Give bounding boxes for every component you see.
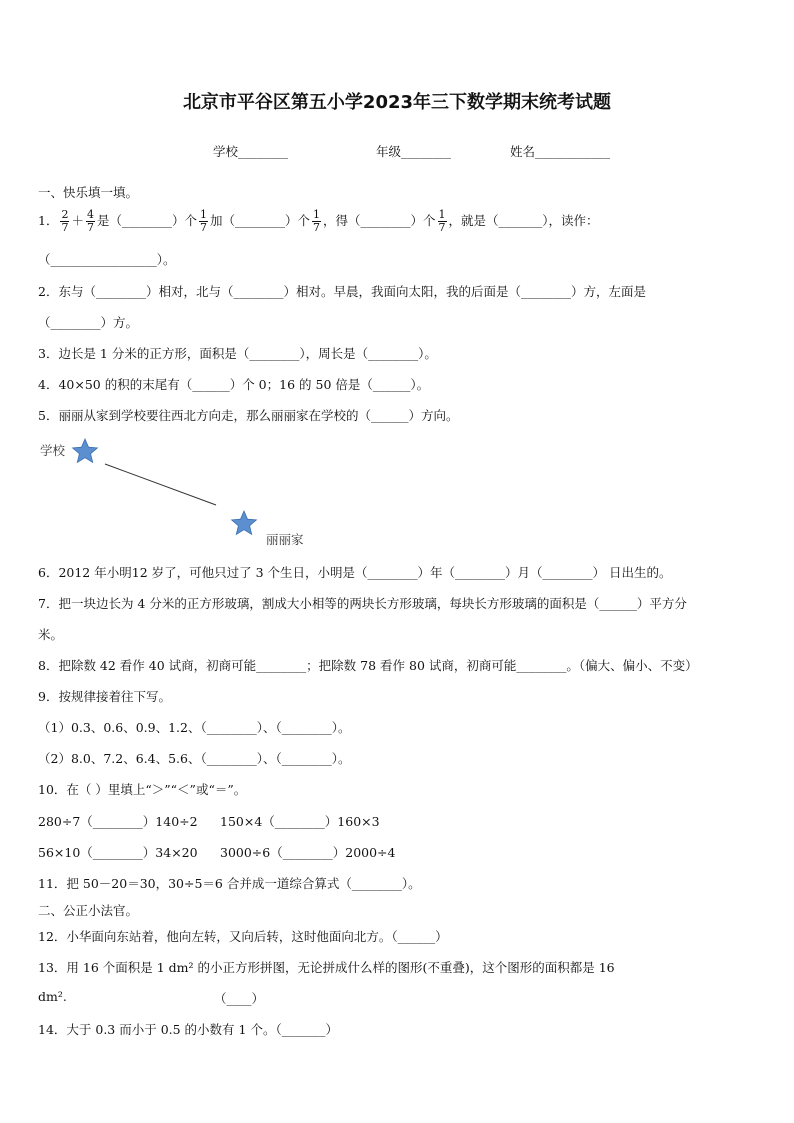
question-14: 14．大于 0.3 而小于 0.5 的小数有 1 个。（_______） xyxy=(38,1022,338,1037)
fraction: $\frac{4}{7}$ xyxy=(86,208,94,234)
q2-line2: （________）方。 xyxy=(38,315,139,330)
section-heading-1: 一、快乐填一填。 xyxy=(38,185,139,200)
fraction: $\frac{1}{7}$ xyxy=(438,208,446,234)
q10-r1a: 280÷7（________）140÷2 xyxy=(38,814,198,829)
home-label: 丽丽家 xyxy=(266,532,304,547)
school-star-icon xyxy=(73,439,98,462)
direction-diagram xyxy=(38,432,338,552)
path-line xyxy=(105,464,216,505)
question-6: 6．2012 年小明12 岁了，可他只过了 3 个生日，小明是（________）年（________）月（________） 日出生的。 xyxy=(38,565,672,580)
q10-r2b: 3000÷6（________）2000÷4 xyxy=(220,845,396,860)
question-3: 3．边长是 1 分米的正方形，面积是（________），周长是（________）。 xyxy=(38,346,437,361)
q1-number: 1． xyxy=(38,213,59,228)
section-heading-2: 二、公正小法官。 xyxy=(38,903,139,918)
q13-line1: 13．用 16 个面积是 1 dm² 的小正方形拼图，无论拼成什么样的图形(不重叠)，这个图形的面积都是 16 xyxy=(38,960,615,975)
q10-r2a: 56×10（________）34×20 xyxy=(38,845,198,860)
question-1: 1． $\frac{2}{7}$ ＋ $\frac{4}{7}$ 是（________）个 $\frac{1}{7}$ 加（________）个 $\frac{1}{7}$ ，得（________）个 $\frac{1}{7}$ ，就是（_______），读作： xyxy=(38,208,599,234)
school-field: 学校________ xyxy=(213,144,289,159)
page-title: 北京市平谷区第五小学2023年三下数学期末统考试题 xyxy=(182,92,612,113)
question-5: 5．丽丽从家到学校要往西北方向走，那么丽丽家在学校的（______）方向。 xyxy=(38,408,459,423)
q10-r1b: 150×4（________）160×3 xyxy=(220,814,380,829)
q9-sub1: （1）0.3、0.6、0.9、1.2、（________）、（________）。 xyxy=(38,720,351,735)
fraction: $\frac{2}{7}$ xyxy=(61,208,69,234)
grade-field: 年级________ xyxy=(376,144,452,159)
q9-heading: 9．按规律接着往下写。 xyxy=(38,689,171,704)
name-field: 姓名____________ xyxy=(510,144,611,159)
question-4: 4．40×50 的积的末尾有（______）个 0；16 的 50 倍是（______）。 xyxy=(38,377,430,392)
q7-line1: 7．把一块边长为 4 分米的正方形玻璃，割成大小相等的两块长方形玻璃，每块长方形玻璃的面积是（______）平方分 xyxy=(38,596,687,611)
q1-line2: （_________________）。 xyxy=(38,252,176,267)
question-12: 12．小华面向东站着，他向左转，又向后转，这时他面向北方。（______） xyxy=(38,929,448,944)
diagram-graphics xyxy=(38,432,338,552)
question-8: 8．把除数 42 看作 40 试商，初商可能________；把除数 78 看作 80 试商，初商可能________。（偏大、偏小、不变） xyxy=(38,658,698,673)
question-11: 11．把 50－20＝30，30÷5＝6 合并成一道综合算式（________）。 xyxy=(38,876,421,891)
fraction: $\frac{1}{7}$ xyxy=(199,208,207,234)
q13-line2a: dm². xyxy=(38,989,67,1004)
q10-heading: 10．在（ ）里填上“＞”“＜”或“＝”。 xyxy=(38,782,247,797)
q13-answer-blank: （____） xyxy=(214,991,265,1006)
school-label: 学校 xyxy=(40,443,66,458)
fraction: $\frac{1}{7}$ xyxy=(313,208,320,234)
q2-line1: 2．东与（________）相对，北与（________）相对。早晨，我面向太阳，我的后面是（________）方，左面是 xyxy=(38,284,646,299)
q7-line2: 米。 xyxy=(38,627,64,642)
home-star-icon xyxy=(232,511,257,534)
q9-sub2: （2）8.0、7.2、6.4、5.6、（________）、（________）。 xyxy=(38,751,351,766)
